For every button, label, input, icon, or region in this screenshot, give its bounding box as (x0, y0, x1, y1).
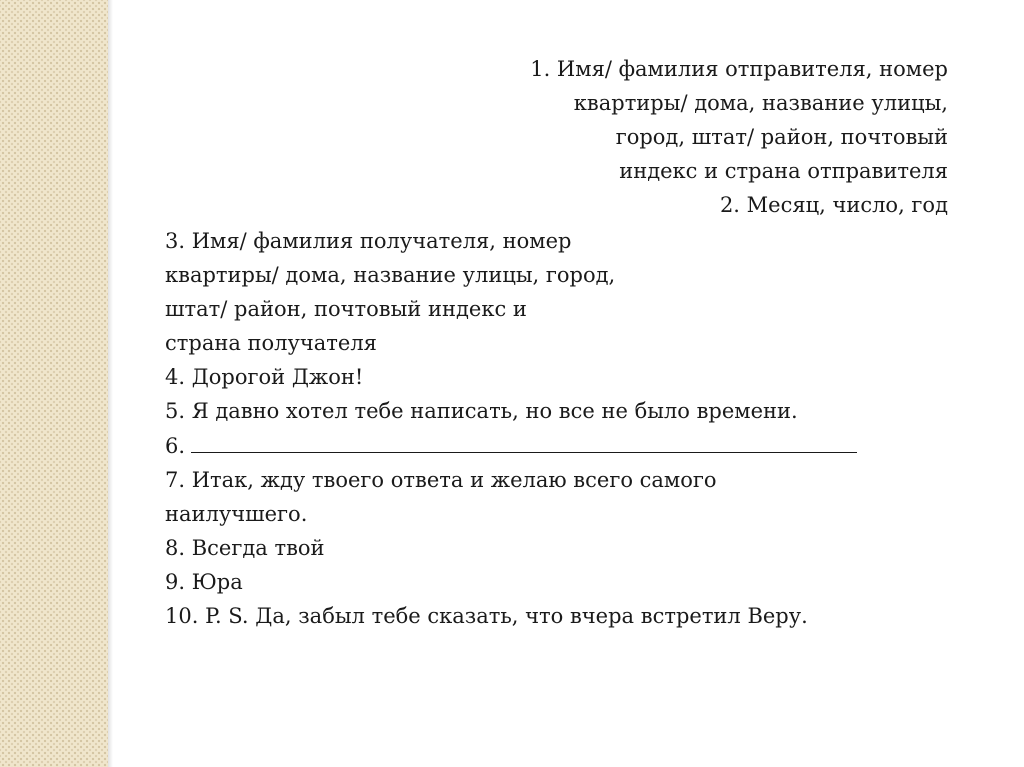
fill-in-blank (191, 428, 857, 453)
sign-off-line: 8. Всегда твой (165, 536, 325, 560)
sender-line-3: город, штат/ район, почтовый (615, 125, 948, 149)
recipient-line-4: страна получателя (165, 331, 377, 355)
sender-line-4: индекс и страна отправителя (619, 159, 948, 183)
decorative-side-band (0, 0, 108, 767)
closing-line-1: 7. Итак, жду твоего ответа и желаю всего самого (165, 468, 717, 492)
greeting-line: 4. Дорогой Джон! (165, 365, 364, 389)
closing-line-2: наилучшего. (165, 502, 308, 526)
date-line: 2. Месяц, число, год (719, 193, 948, 217)
sender-address-block (428, 52, 948, 222)
side-band-shadow (108, 0, 113, 767)
sender-line-2: квартиры/ дома, название улицы, (573, 91, 948, 115)
opening-line: 5. Я давно хотел тебе написать, но все не было времени. (165, 399, 798, 423)
blank-item-number: 6. (165, 434, 186, 458)
sender-line-1: 1. Имя/ фамилия отправителя, номер (530, 57, 948, 81)
recipient-line-2: квартиры/ дома, название улицы, город, (165, 263, 616, 287)
recipient-line-3: штат/ район, почтовый индекс и (165, 297, 527, 321)
blank-item-line (165, 428, 965, 463)
postscript-line: 10. P. S. Да, забыл тебе сказать, что вчера встретил Веру. (165, 604, 808, 628)
recipient-line-1: 3. Имя/ фамилия получателя, номер (165, 229, 572, 253)
signature-line: 9. Юра (165, 570, 243, 594)
letter-body (165, 224, 965, 633)
